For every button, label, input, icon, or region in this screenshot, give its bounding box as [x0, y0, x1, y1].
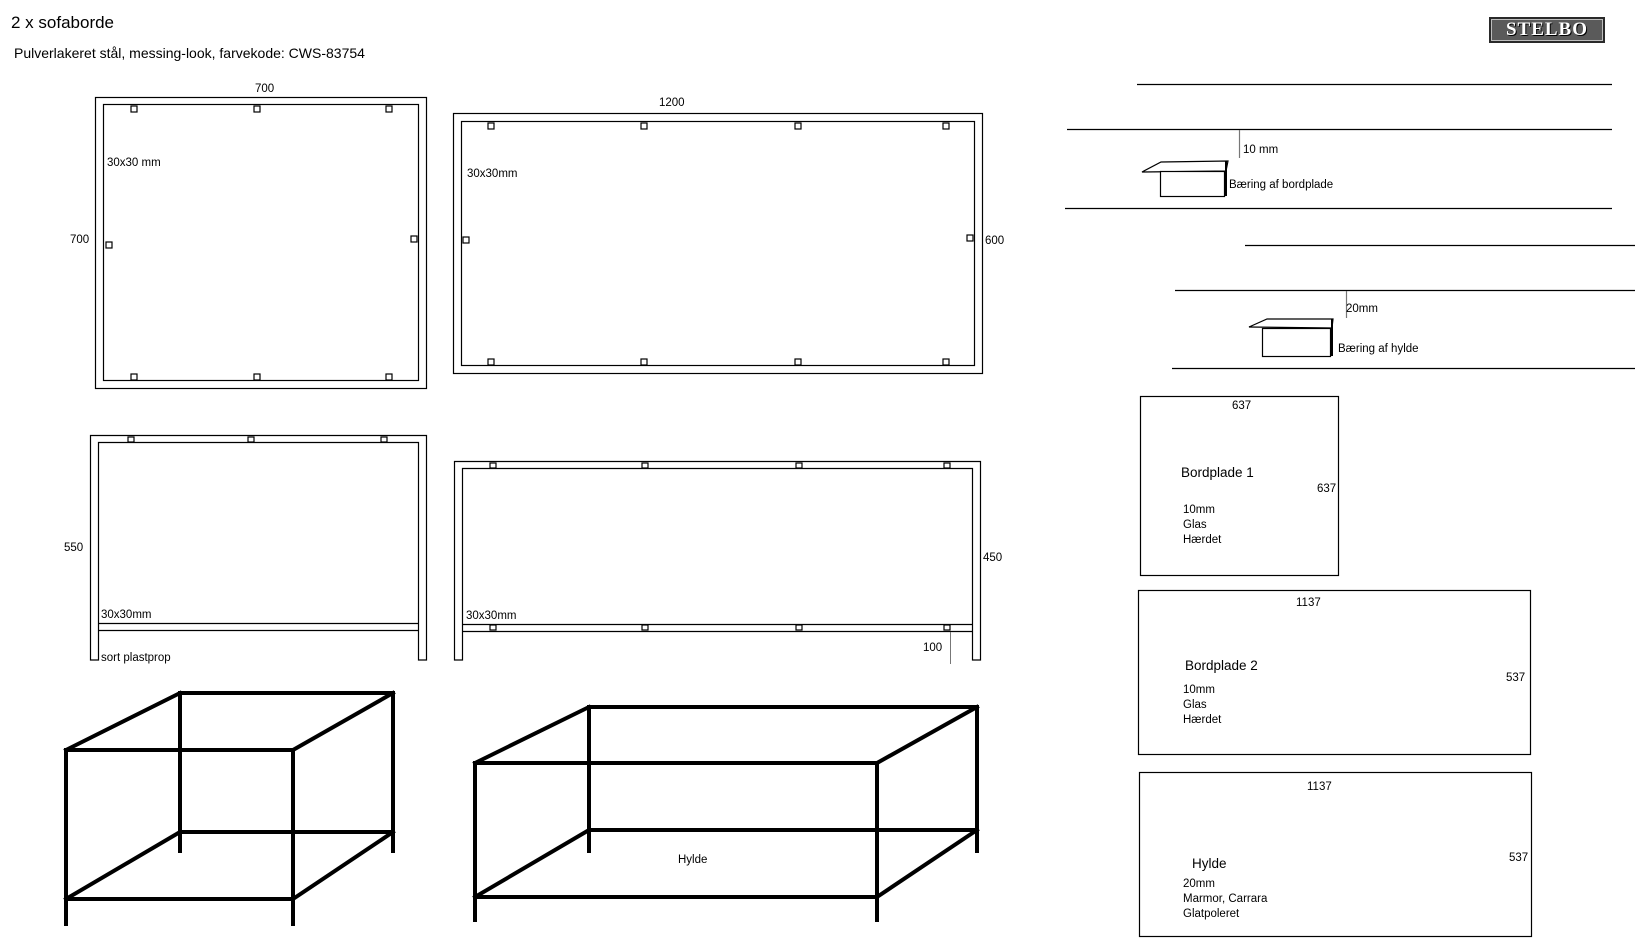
tabletop-support-thickness: 10 mm	[1243, 144, 1279, 156]
top-small-profile-label: 30x30 mm	[107, 157, 161, 169]
top-view-small-frame	[96, 98, 427, 389]
support-details	[1065, 85, 1635, 369]
side-small-profile-label: 30x30mm	[101, 609, 152, 621]
side-view-small-frame	[91, 436, 427, 661]
top-small-depth-dimension: 700	[70, 234, 90, 246]
top-view-large-frame	[454, 114, 983, 374]
panel-1-spec-material: Glas	[1183, 519, 1207, 531]
panel-2-spec-thickness: 10mm	[1183, 684, 1215, 696]
perspective-large	[475, 707, 977, 920]
brand-logo: STELBO	[1489, 17, 1605, 43]
top-large-profile-label: 30x30mm	[467, 168, 518, 180]
panel-3-height: 537	[1509, 852, 1529, 864]
foot-cap-note: sort plastprop	[101, 652, 171, 664]
panel-3-spec-material: Marmor, Carrara	[1183, 893, 1268, 905]
panel-2-spec-finish: Hærdet	[1183, 714, 1222, 726]
panel-2-spec-material: Glas	[1183, 699, 1207, 711]
panel-2-width: 1137	[1296, 597, 1321, 609]
panel-1-title: Bordplade 1	[1181, 465, 1254, 480]
shelf-support-label: Bæring af hylde	[1338, 343, 1419, 355]
shelf-height-dimension: 100	[923, 642, 943, 654]
panel-3-spec-thickness: 20mm	[1183, 878, 1215, 890]
panel-1-width: 637	[1232, 400, 1252, 412]
panel-2-title: Bordplade 2	[1185, 658, 1258, 673]
panel-3-spec-finish: Glatpoleret	[1183, 908, 1240, 920]
page-title: 2 x sofaborde	[11, 13, 115, 32]
side-small-height-dimension: 550	[64, 542, 84, 554]
shelf-support-thickness: 20mm	[1346, 303, 1378, 315]
side-large-profile-label: 30x30mm	[466, 610, 517, 622]
panel-1-height: 637	[1317, 483, 1337, 495]
perspective-frames	[66, 693, 977, 924]
panel-2-height: 537	[1506, 672, 1526, 684]
panel-1-spec-finish: Hærdet	[1183, 534, 1222, 546]
top-large-width-dimension: 1200	[659, 97, 685, 109]
top-small-width-dimension: 700	[255, 83, 275, 95]
side-view-large-frame	[455, 462, 981, 665]
panel-1-spec-thickness: 10mm	[1183, 504, 1215, 516]
panel-3-title: Hylde	[1192, 856, 1227, 871]
perspective-shelf-label: Hylde	[678, 854, 708, 866]
side-large-height-dimension: 450	[983, 552, 1003, 564]
page-subtitle: Pulverlakeret stål, messing-look, farvekode: CWS-83754	[14, 45, 365, 61]
top-large-depth-dimension: 600	[985, 235, 1005, 247]
perspective-small	[66, 693, 393, 924]
tabletop-support-label: Bæring af bordplade	[1229, 179, 1334, 191]
panel-3-width: 1137	[1307, 781, 1332, 793]
